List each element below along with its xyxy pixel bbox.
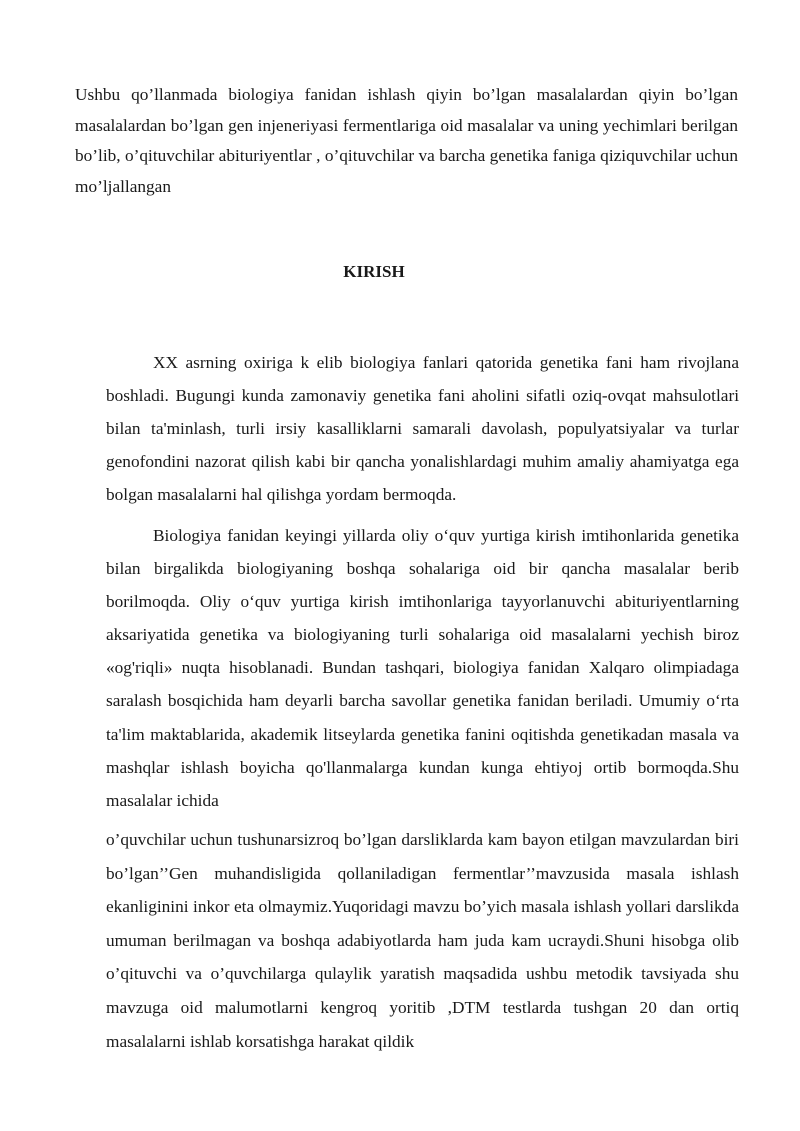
abstract-paragraph: Ushbu qo’llanmada biologiya fanidan ishlash qiyin bo’lgan masalalardan qiyin bo’lgan masalalardan bo’lgan gen injeneriyasi fermentlariga oid masalalar va uning yechimlari berilgan bo’lib, o’qituvchilar abituriyentlar , o’qituvchilar va barcha genetika faniga qiziquvchilar uchun mo’ljallangan xyxy=(75,85,738,197)
section-heading: KIRISH xyxy=(343,262,405,281)
body-paragraph: XX asrning oxiriga k elib biologiya fanlari qatorida genetika fani ham rivojlana boshladi. Bugungi kunda zamonaviy genetika fani aholini sifatli oziq-ovqat mahsulotlari bilan ta'minlash, turli irsiy kasalliklarni samarali davolash, populyatsiyalar va turlar genofondini nazorat qilish kabi bir qancha yonalishlardagi muhim amaliy ahamiyatga ega bolgan masalalarni hal qilishga yordam bermoqda. xyxy=(106,353,739,505)
body-paragraph: Biologiya fanidan keyingi yillarda oliy oʻquv yurtiga kirish imtihonlarida genetika bilan birgalikda biologiyaning boshqa sohalariga oid bir qancha masalalar berib borilmoqda. Oliy oʻquv yurtiga kirish imtihonlariga tayyorlanuvchi abituriyentlarning aksariyatida genetika va biologiyaning turli sohalariga oid masalalarni yechish biroz «og'riqli» nuqta hisoblanadi. Bundan tashqari, biologiya fanidan Xalqaro olimpiadaga saralash bosqichida ham deyarli barcha savollar genetika fanidan beriladi. Umumiy oʻrta ta'lim maktablarida, akademik litseylarda genetika fanini oqitishda genetikadan masala va mashqlar ishlash boyicha qo'llanmalarga kundan kunga ehtiyoj ortib bormoqda.Shu masalalar ichida xyxy=(106,526,739,810)
body-paragraph: o’quvchilar uchun tushunarsizroq bo’lgan darsliklarda kam bayon etilgan mavzulardan biri bo’lgan’’Gen muhandisligida qollaniladigan fermentlar’’mavzusida masala ishlash ekanliginini inkor eta olmaymiz.Yuqoridagi mavzu bo’yich masala ishlash yollari darslikda umuman berilmagan va boshqa adabiyotlarda ham juda kam ucraydi.Shuni hisobga olib o’qituvchi va o’quvchilarga qulaylik yaratish maqsadida ushbu metodik tavsiyada shu mavzuga oid malumotlarni kengroq yoritib ,DTM testlarda tushgan 20 dan ortiq masalalarni ishlab korsatishga harakat qildik xyxy=(106,830,739,1051)
